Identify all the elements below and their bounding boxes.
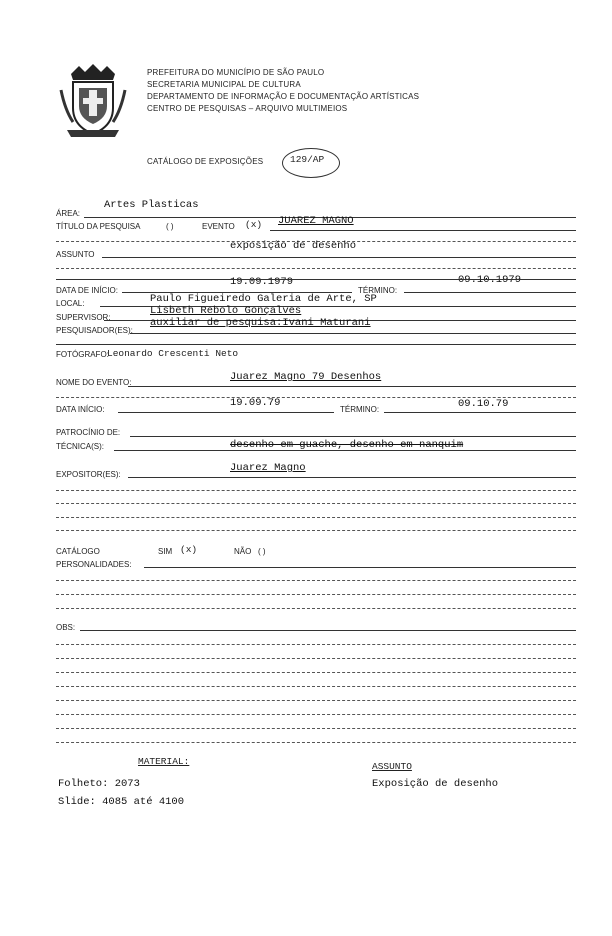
material-label: MATERIAL: [138, 756, 190, 767]
local-label: LOCAL: [56, 299, 85, 308]
slide-value: Slide: 4085 até 4100 [58, 796, 185, 808]
header-line-4: CENTRO DE PESQUISAS – ARQUIVO MULTIMEIOS [147, 104, 348, 113]
obs-label: OBS: [56, 623, 76, 632]
area-value: Artes Plasticas [104, 199, 199, 211]
data-inicio-label: DATA DE INÍCIO: [56, 286, 118, 295]
data-inicio2-value: 19.09.79 [230, 397, 281, 409]
evento-label: EVENTO [202, 222, 235, 231]
evento-checkbox: (x) [245, 219, 263, 230]
titulo-checkbox: ( ) [166, 222, 174, 231]
termino-label: TÉRMINO: [358, 286, 398, 295]
local-value: Paulo Figueiredo Galeria de Arte, SP [150, 293, 377, 305]
tecnicas-value: desenho em guache, desenho em nanquim [230, 439, 464, 451]
nome-evento-value: Juarez Magno 79 Desenhos [230, 371, 382, 383]
folheto-value: Folheto: 2073 [58, 778, 140, 790]
fotografo-label: FOTÓGRAFO: [56, 350, 109, 359]
catalog-number: 129/AP [290, 154, 325, 165]
assunto-label: ASSUNTO [56, 250, 95, 259]
catalogo-label: CATÁLOGO [56, 547, 100, 556]
pesquisadores-label: PESQUISADOR(ES): [56, 326, 133, 335]
expositores-label: EXPOSITOR(ES): [56, 470, 121, 479]
tecnicas-label: TÉCNICA(S): [56, 442, 104, 451]
data-inicio-value: 19.09.1979 [230, 276, 294, 288]
header-line-2: SECRETARIA MUNICIPAL DE CULTURA [147, 80, 301, 89]
assunto2-label: ASSUNTO [372, 761, 412, 772]
header-line-3: DEPARTAMENTO DE INFORMAÇÃO E DOCUMENTAÇÃO ARTÍSTICAS [147, 92, 420, 101]
pesquisadores-value: auxiliar de pesquisa:Ivani Maturani [150, 317, 371, 329]
expositores-value: Juarez Magno [230, 462, 306, 474]
termino-value: 09.10.1979 [458, 274, 522, 286]
data-inicio2-label: DATA INÍCIO: [56, 405, 105, 414]
titulo-label: TÍTULO DA PESQUISA [56, 222, 141, 231]
coat-of-arms-logo [57, 60, 129, 140]
nao-checkbox: ( ) [258, 547, 266, 556]
nao-label: NÃO [234, 547, 252, 556]
assunto2-value: Exposição de desenho [372, 778, 499, 790]
area-label: ÁREA: [56, 209, 81, 218]
fotografo-value: Leonardo Crescenti Neto [107, 348, 239, 359]
evento-name: JUAREZ MAGNO [278, 215, 354, 227]
sim-checkbox: (x) [180, 544, 198, 555]
assunto-value: exposição de desenho [230, 240, 357, 252]
termino2-label: TÉRMINO: [340, 405, 380, 414]
supervisor-label: SUPERVISOR: [56, 313, 111, 322]
sim-label: SIM [158, 547, 173, 556]
termino2-value: 09.10.79 [458, 398, 509, 410]
nome-evento-label: NOME DO EVENTO: [56, 378, 132, 387]
patrocinio-label: PATROCÍNIO DE: [56, 428, 121, 437]
personalidades-label: PERSONALIDADES: [56, 560, 132, 569]
header-line-1: PREFEITURA DO MUNICÍPIO DE SÃO PAULO [147, 68, 325, 77]
supervisor-value: Lisbeth Rebolo Gonçalves [150, 305, 302, 317]
catalog-label: CATÁLOGO DE EXPOSIÇÕES [147, 157, 264, 166]
